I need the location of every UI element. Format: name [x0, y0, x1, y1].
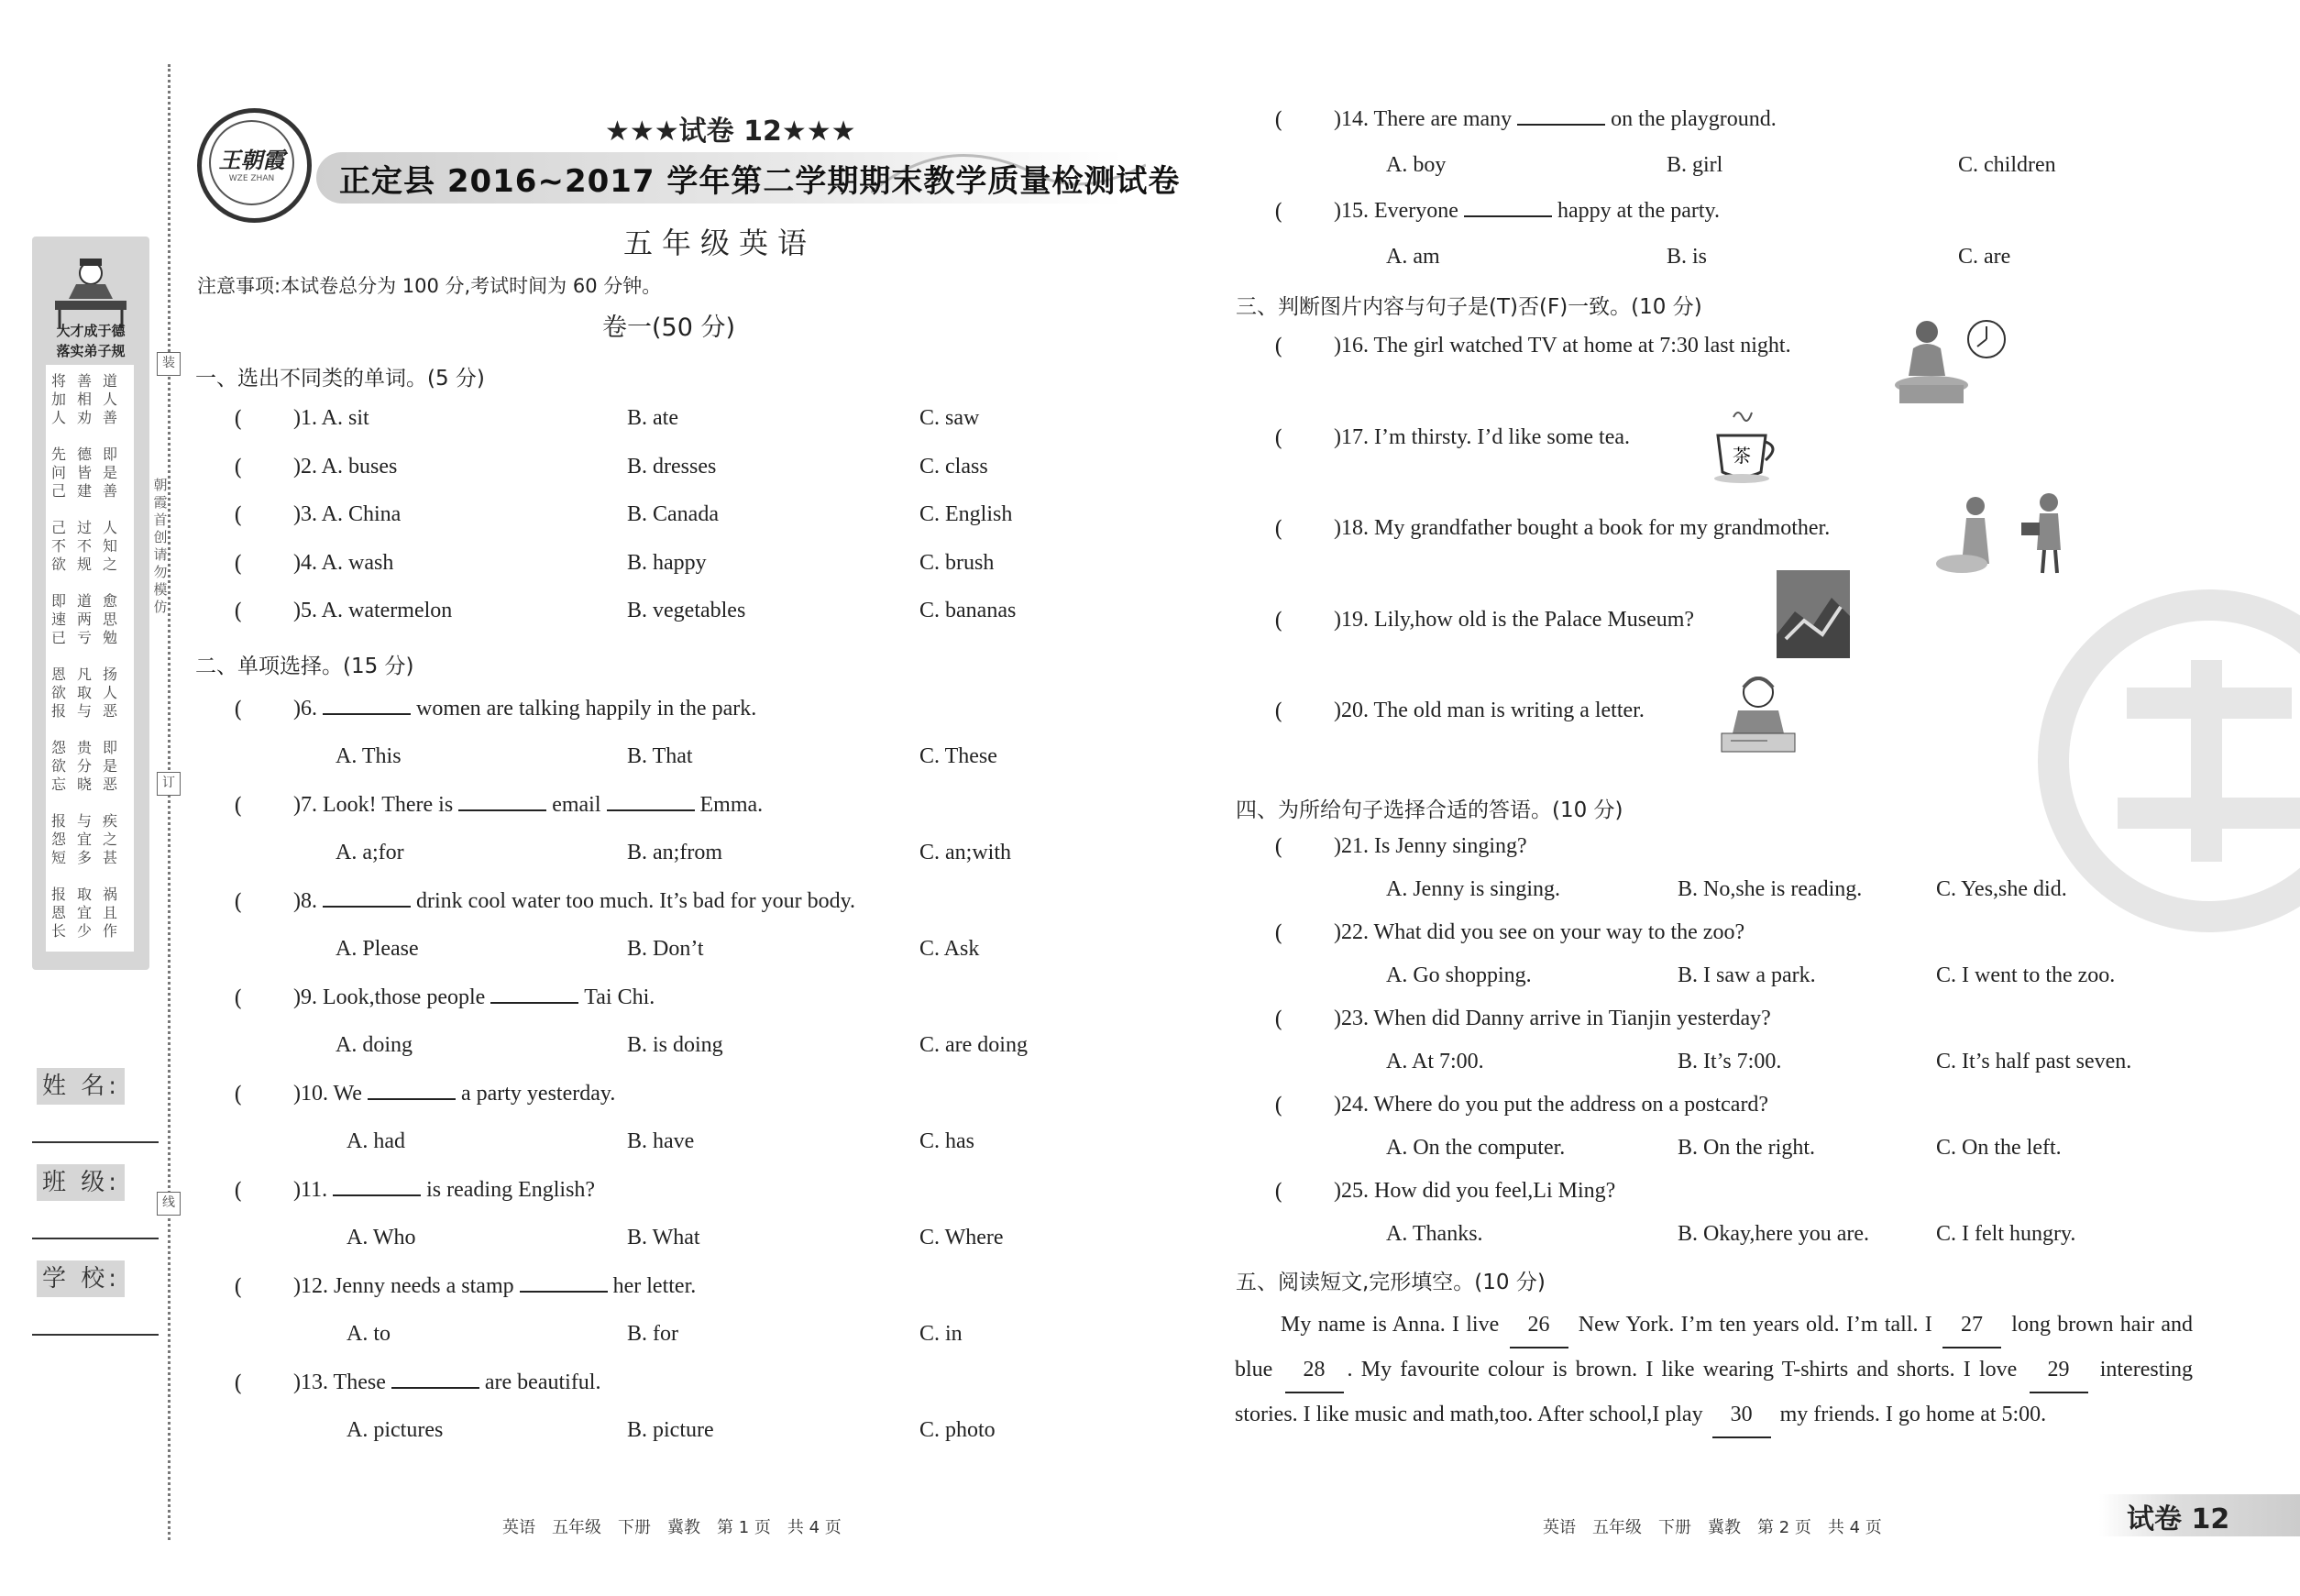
option-b: B. That [627, 744, 693, 768]
option-b: B. Don’t [627, 937, 704, 961]
option-c: C. On the left. [1936, 1136, 2062, 1160]
vertical-note: 朝霞首创 请勿模仿 [153, 477, 168, 615]
answer-blank[interactable] [1517, 123, 1605, 126]
answer-paren[interactable]: ( [234, 793, 243, 819]
question-8 [293, 889, 855, 914]
question-7 [293, 793, 763, 818]
motto-line: 长少作 [50, 922, 128, 940]
motto-line: 报取祸 [50, 886, 128, 903]
answer-paren[interactable]: ( [1274, 1007, 1283, 1032]
part5-title: 五、阅读短文,完形填空。(10 分) [1236, 1271, 1546, 1294]
question-6 [293, 697, 756, 721]
footer-page-2: 英语 五年级 下册 冀教 第 2 页 共 4 页 [1543, 1518, 1882, 1537]
stem-end: drink cool water too much. It’s bad for your body. [416, 889, 856, 913]
option-a: A. Please [336, 937, 419, 961]
motto-columns [46, 365, 134, 952]
answer-blank[interactable] [368, 1097, 456, 1100]
option-b: B. No,she is reading. [1678, 877, 1863, 901]
blank-28[interactable]: 28 [1285, 1348, 1344, 1393]
stem-start: )9. Look,those people [293, 985, 486, 1009]
option-c: C. Ask [919, 937, 980, 961]
option-b: B. ate [627, 406, 678, 430]
tea-char: 茶 [1733, 445, 1751, 467]
passage-part-3: long brown hair and blue [1235, 1313, 2194, 1381]
seal-tag-1: 装 [157, 352, 181, 376]
question-1: )1. A. sit [293, 406, 369, 430]
option-a: A. a;for [336, 841, 404, 864]
girl-watching-tv-picture [1890, 312, 2011, 403]
answer-paren[interactable]: ( [234, 454, 243, 480]
motto-group [46, 592, 134, 647]
answer-paren[interactable]: ( [1274, 1179, 1283, 1205]
option-c: C. I went to the zoo. [1936, 963, 2116, 987]
passage-part-1: My name is Anna. I live [1281, 1313, 1500, 1337]
question-11 [293, 1178, 595, 1203]
motto-line: 人劝善 [50, 409, 128, 426]
option-b: B. Canada [627, 502, 719, 526]
motto-line: 恩宜且 [50, 904, 128, 921]
answer-blank[interactable] [1464, 215, 1552, 217]
cloze-passage [1235, 1304, 2193, 1438]
question-3: )3. A. China [293, 502, 402, 526]
answer-blank[interactable] [520, 1290, 608, 1293]
question-22: )22. What did you see on your way to the zoo? [1334, 920, 1745, 944]
question-15 [1334, 199, 1720, 224]
answer-blank[interactable] [333, 1194, 421, 1196]
motto-line: 速两思 [50, 611, 128, 628]
stem-start: )6. [293, 697, 317, 721]
answer-blank[interactable] [323, 712, 411, 715]
answer-paren[interactable]: ( [234, 889, 243, 915]
volume-title: 卷一(50 分) [602, 314, 736, 342]
subject-title: 五年级英语 [623, 226, 817, 260]
option-c: C. It’s half past seven. [1936, 1050, 2132, 1073]
motto-line: 己过人 [50, 519, 128, 536]
answer-paren[interactable]: ( [234, 1178, 243, 1204]
watermark-seal [2026, 587, 2300, 935]
answer-paren[interactable]: ( [1274, 334, 1283, 359]
option-c: C. an;with [919, 841, 1011, 864]
option-a: A. At 7:00. [1386, 1050, 1484, 1073]
stem-end: Tai Chi. [584, 985, 655, 1009]
option-b: B. Okay,here you are. [1678, 1222, 1870, 1246]
option-a: A. Jenny is singing. [1386, 877, 1561, 901]
option-b: B. I saw a park. [1678, 963, 1816, 987]
seal-tag-2: 订 [157, 772, 181, 796]
answer-paren[interactable]: ( [234, 697, 243, 722]
motto-group [46, 886, 134, 941]
option-a: A. am [1386, 245, 1440, 269]
answer-paren[interactable]: ( [234, 1274, 243, 1300]
option-c: C. English [919, 502, 1013, 526]
bottom-badge-text: 试卷 12 [2127, 1503, 2230, 1535]
option-a: A. pictures [347, 1418, 444, 1442]
option-c: C. Where [919, 1226, 1004, 1249]
answer-paren[interactable]: ( [234, 406, 243, 432]
option-c: C. in [919, 1322, 963, 1346]
part1-title: 一、选出不同类的单词。(5 分) [195, 367, 485, 391]
tea-cup-picture [1711, 403, 1782, 486]
option-a: A. Go shopping. [1386, 963, 1532, 987]
exam-title: 正定县 2016~2017 学年第二学期期末教学质量检测试卷 [339, 163, 1181, 200]
footer-page-1: 英语 五年级 下册 冀教 第 1 页 共 4 页 [502, 1518, 842, 1537]
stem-start: )11. [293, 1178, 328, 1202]
option-b: B. It’s 7:00. [1678, 1050, 1782, 1073]
question-14 [1334, 107, 1777, 132]
answer-paren[interactable]: ( [234, 502, 243, 528]
paper-number: ★★★试卷 12★★★ [605, 116, 856, 148]
motto-group [46, 812, 134, 867]
answer-paren[interactable]: ( [1274, 1093, 1283, 1118]
motto-line: 先德即 [50, 446, 128, 463]
stem-start: )8. [293, 889, 317, 913]
option-a: A. doing [336, 1033, 413, 1057]
option-a: A. Thanks. [1386, 1222, 1483, 1246]
answer-paren[interactable]: ( [234, 985, 243, 1011]
motto-line: 恩凡扬 [50, 666, 128, 683]
option-a: A. This [336, 744, 402, 768]
option-b: B. vegetables [627, 599, 746, 622]
part4-title: 四、为所给句子选择合适的答语。(10 分) [1236, 798, 1623, 822]
question-25: )25. How did you feel,Li Ming? [1334, 1179, 1616, 1203]
answer-blank-2[interactable] [607, 809, 695, 811]
blank-27[interactable]: 27 [1942, 1304, 2001, 1348]
question-19: )19. Lily,how old is the Palace Museum? [1334, 607, 1695, 632]
stem-end: are beautiful. [484, 1370, 601, 1394]
answer-paren[interactable]: ( [234, 1082, 243, 1107]
name-label: 姓 名: [37, 1068, 125, 1105]
motto-top-line-1: 大才成于德 [56, 323, 126, 339]
option-b: B. is [1667, 245, 1708, 269]
option-b: B. On the right. [1678, 1136, 1815, 1160]
option-b: B. picture [627, 1418, 714, 1442]
answer-paren[interactable]: ( [234, 599, 243, 624]
question-5: )5. A. watermelon [293, 599, 453, 622]
motto-line: 欲规之 [50, 556, 128, 573]
class-label: 班 级: [37, 1164, 125, 1201]
option-c: C. are [1958, 245, 2011, 269]
question-9 [293, 985, 655, 1010]
motto-line: 怨贵即 [50, 739, 128, 756]
old-man-writing-picture [1712, 669, 1804, 757]
option-a: A. to [347, 1322, 391, 1346]
question-16: )16. The girl watched TV at home at 7:30 last night. [1334, 334, 1791, 358]
stem-start: )12. Jenny needs a stamp [293, 1274, 514, 1298]
part2-title: 二、单项选择。(15 分) [195, 655, 414, 678]
school-field[interactable] [32, 1334, 159, 1336]
option-c: C. I felt hungry. [1936, 1222, 2076, 1246]
palace-museum-picture [1777, 570, 1850, 658]
blank-30[interactable]: 30 [1712, 1393, 1771, 1438]
motto-group [46, 372, 134, 427]
passage-part-2: New York. I’m ten years old. I’m tall. I [1578, 1313, 1932, 1337]
stem-start: )14. There are many [1334, 107, 1513, 131]
option-b: B. have [627, 1129, 695, 1153]
option-b: B. is doing [627, 1033, 723, 1057]
passage-part-4: . My favourite colour is brown. I like wearing T-shirts and shorts. I love [1347, 1358, 2018, 1381]
option-c: C. photo [919, 1418, 996, 1442]
stem-start: )13. These [293, 1370, 386, 1394]
blank-29[interactable]: 29 [2030, 1348, 2088, 1393]
option-c: C. class [919, 454, 988, 479]
option-c: C. brush [919, 550, 995, 575]
stem-start: )7. Look! There is [293, 793, 454, 817]
motto-line: 忘晓恶 [50, 776, 128, 793]
question-24: )24. Where do you put the address on a postcard? [1334, 1093, 1769, 1117]
question-12 [293, 1274, 696, 1299]
option-b: B. What [627, 1226, 700, 1249]
answer-paren[interactable]: ( [1274, 199, 1283, 225]
answer-blank[interactable] [323, 905, 411, 908]
blank-26[interactable]: 26 [1510, 1304, 1568, 1348]
stem-end: Emma. [699, 793, 764, 817]
option-c: C. These [919, 744, 997, 768]
answer-paren[interactable]: ( [234, 550, 243, 577]
stem-end: happy at the party. [1557, 199, 1720, 223]
seal-tag-3: 线 [157, 1192, 181, 1216]
motto-line: 欲取人 [50, 684, 128, 701]
exam-notice: 注意事项:本试卷总分为 100 分,考试时间为 60 分钟。 [197, 275, 662, 297]
option-b: B. happy [627, 550, 707, 575]
answer-blank[interactable] [458, 809, 546, 811]
question-17: )17. I’m thirsty. I’d like some tea. [1334, 424, 1631, 449]
logo-text: 王朝霞 [218, 148, 285, 173]
school-label: 学 校: [37, 1260, 125, 1297]
motto-line: 加相人 [50, 391, 128, 408]
class-field[interactable] [32, 1238, 159, 1239]
answer-paren[interactable]: ( [1274, 516, 1283, 542]
option-b: B. girl [1667, 153, 1723, 177]
motto-line: 将善道 [50, 372, 128, 390]
question-21: )21. Is Jenny singing? [1334, 834, 1527, 858]
stem-start: )15. Everyone [1334, 199, 1458, 223]
question-13 [293, 1370, 600, 1395]
stem-end: women are talking happily in the park. [416, 697, 757, 721]
option-c: C. has [919, 1129, 974, 1153]
stem-end: a party yesterday. [460, 1082, 616, 1106]
answer-blank[interactable] [391, 1386, 479, 1389]
motto-line: 怨宜之 [50, 831, 128, 848]
stem-start: )10. We [293, 1082, 362, 1106]
motto-group [46, 446, 134, 501]
option-b: B. for [627, 1322, 678, 1346]
option-a: A. boy [1386, 153, 1447, 177]
question-10 [293, 1082, 615, 1106]
grandparents-picture [1934, 486, 2081, 578]
stem-middle: email [552, 793, 601, 817]
motto-line: 不不知 [50, 537, 128, 555]
question-4: )4. A. wash [293, 550, 394, 575]
motto-line: 报与疾 [50, 812, 128, 830]
stem-end: on the playground. [1611, 107, 1777, 131]
option-b: B. an;from [627, 841, 722, 864]
answer-paren[interactable]: ( [1274, 607, 1283, 633]
motto-line: 问皆是 [50, 464, 128, 481]
answer-paren[interactable]: ( [1274, 107, 1283, 133]
answer-paren[interactable]: ( [1274, 699, 1283, 724]
name-field[interactable] [32, 1141, 159, 1143]
question-2: )2. A. buses [293, 454, 398, 479]
logo-subtext: WZE ZHAN [228, 174, 275, 183]
binding-line [168, 64, 171, 1540]
motto-line: 己建善 [50, 482, 128, 500]
part3-title: 三、判断图片内容与句子是(T)否(F)一致。(10 分) [1236, 295, 1702, 319]
motto-line: 即道愈 [50, 592, 128, 610]
motto-top-line-2: 落实弟子规 [56, 343, 126, 359]
motto-line: 已亏勉 [50, 629, 128, 646]
passage-part-6: my friends. I go home at 5:00. [1779, 1403, 2047, 1426]
question-23: )23. When did Danny arrive in Tianjin yesterday? [1334, 1007, 1771, 1030]
stem-end: is reading English? [426, 1178, 596, 1202]
option-c: C. are doing [919, 1033, 1028, 1057]
answer-paren[interactable]: ( [1274, 424, 1283, 451]
option-b: B. dresses [627, 454, 717, 479]
question-18: )18. My grandfather bought a book for my grandmother. [1334, 516, 1831, 540]
option-c: C. bananas [919, 599, 1017, 622]
motto-group [46, 739, 134, 794]
answer-paren[interactable]: ( [234, 1370, 243, 1396]
question-20: )20. The old man is writing a letter. [1334, 699, 1645, 722]
option-c: C. Yes,she did. [1936, 877, 2067, 901]
motto-line: 报与恶 [50, 702, 128, 720]
answer-paren[interactable]: ( [1274, 834, 1283, 860]
stem-end: her letter. [612, 1274, 697, 1298]
passage-part-5: interesting stories. I like music and math,too. After school,I play [1235, 1358, 2194, 1426]
option-c: C. children [1958, 153, 2056, 177]
motto-group [46, 519, 134, 574]
motto-group [46, 666, 134, 721]
option-a: A. had [347, 1129, 405, 1153]
answer-blank[interactable] [490, 1001, 578, 1004]
answer-paren[interactable]: ( [1274, 920, 1283, 946]
option-a: A. On the computer. [1386, 1136, 1566, 1160]
motto-line: 短多甚 [50, 849, 128, 866]
motto-line: 欲分是 [50, 757, 128, 775]
option-a: A. Who [347, 1226, 416, 1249]
option-c: C. saw [919, 406, 980, 430]
